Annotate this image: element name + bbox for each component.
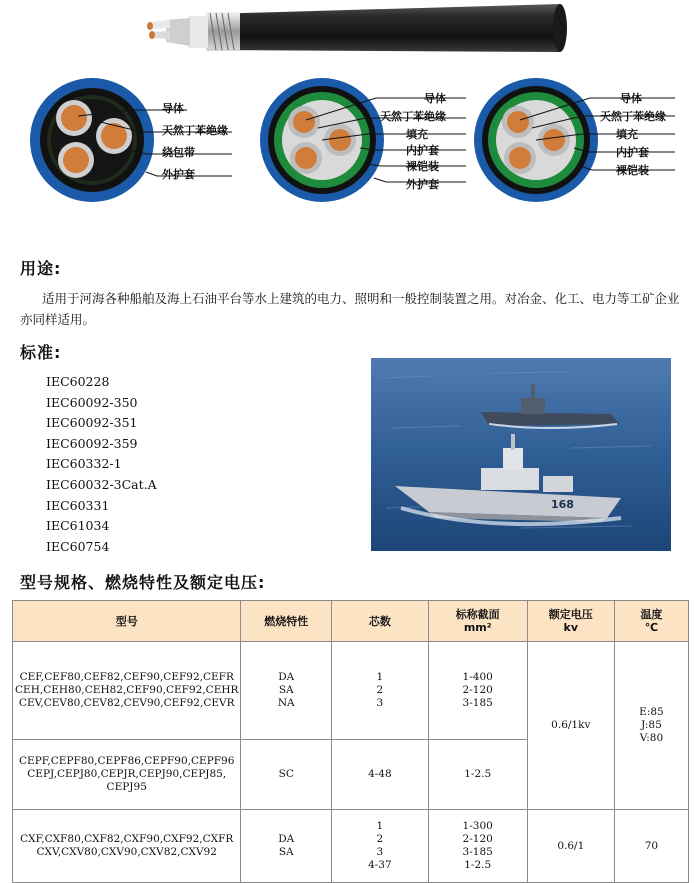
header-flame: 燃烧特性	[241, 601, 332, 642]
standard-item: IEC61034	[46, 518, 110, 534]
cross-section-label: 内护套	[406, 144, 439, 157]
cross-section-label: 导体	[620, 92, 642, 105]
cross-section-label: 天然丁苯绝缘	[600, 110, 666, 123]
flame-line: NA	[277, 697, 295, 709]
warship-photo	[371, 358, 671, 551]
cross-section-label: 裸铠装	[616, 164, 649, 177]
section-line: 1-400	[462, 671, 493, 683]
cross-section-label: 内护套	[616, 146, 649, 159]
cores-cell	[332, 810, 429, 883]
flame-line: SA	[278, 684, 294, 696]
temp-line: E:85	[639, 706, 664, 718]
section-cell: 1-2.5	[428, 740, 527, 810]
section-line: 1-2.5	[464, 859, 492, 871]
cross-section-3	[470, 76, 700, 206]
flame-cell	[241, 642, 332, 740]
section-line: 1-300	[462, 820, 493, 832]
model-line: CEV,CEV80,CEV82,CEV90,CEF92,CEVR	[18, 697, 235, 709]
standard-item: IEC60092-350	[46, 394, 138, 410]
cable-photo	[130, 2, 570, 64]
flame-cell	[241, 810, 332, 883]
section-cell	[428, 810, 527, 883]
cross-section-label: 外护套	[406, 178, 439, 191]
table-row	[13, 810, 689, 883]
cores-line: 1	[376, 671, 384, 683]
header-voltage-unit: kv	[563, 621, 579, 634]
spec-heading: 型号规格、燃烧特性及额定电压:	[20, 573, 266, 592]
model-line: CXV,CXV80,CXV90,CXV82,CXV92	[36, 846, 217, 858]
section-line: 3-185	[462, 846, 493, 858]
usage-text: 适用于河海各种船舶及海上石油平台等水上建筑的电力、照明和一般控制装置之用。对冶金、化工、电力等工矿企业亦同样适用。	[20, 291, 680, 327]
cross-section-label: 天然丁苯绝缘	[162, 124, 228, 137]
cores-line: 1	[376, 820, 384, 832]
voltage-cell: 0.6/1kv	[527, 642, 614, 810]
header-temp-label: 温度	[640, 608, 663, 621]
model-line: CEPJ,CEPJ80,CEPJR,CEPJ90,CEPJ85,	[27, 768, 227, 780]
cores-line: 3	[376, 846, 384, 858]
cross-section-label: 裸铠装	[406, 160, 439, 173]
header-voltage	[527, 601, 614, 642]
header-section-unit: mm²	[463, 621, 492, 634]
model-line: CEPF,CEPF80,CEPF86,CEPF90,CEPF96	[19, 755, 235, 767]
cores-cell	[332, 642, 429, 740]
cross-section-label: 导体	[424, 92, 446, 105]
flame-cell: SC	[241, 740, 332, 810]
standards-list	[46, 372, 157, 557]
temp-cell: 70	[614, 810, 688, 883]
standard-item: IEC60754	[46, 538, 110, 554]
table-header-row	[13, 601, 689, 642]
spec-table	[12, 600, 689, 883]
model-line: CEPJ95	[106, 781, 147, 793]
cores-cell: 4-48	[332, 740, 429, 810]
cross-section-label: 天然丁苯绝缘	[380, 110, 446, 123]
flame-line: DA	[278, 833, 295, 845]
cross-section-1	[22, 76, 252, 206]
cross-section-label: 填充	[616, 128, 638, 141]
table-row	[13, 642, 689, 740]
temp-line: J:85	[641, 719, 662, 731]
standard-item: IEC60092-359	[46, 435, 138, 451]
cores-line: 4-37	[368, 859, 392, 871]
cross-section-label: 填充	[406, 128, 428, 141]
header-model: 型号	[13, 601, 241, 642]
flame-line: DA	[278, 671, 295, 683]
cores-line: 2	[376, 833, 384, 845]
standard-item: IEC60032-3Cat.A	[46, 476, 157, 492]
model-line: CXF,CXF80,CXF82,CXF90,CXF92,CXFR	[20, 833, 234, 845]
cores-line: 2	[376, 684, 384, 696]
section-line: 2-120	[462, 833, 493, 845]
cores-line: 3	[376, 697, 384, 709]
model-line: CEH,CEH80,CEH82,CEF90,CEF92,CEHR	[15, 684, 239, 696]
temp-cell	[614, 642, 688, 810]
standards-heading: 标准:	[20, 343, 62, 362]
model-cell	[13, 642, 241, 740]
standard-item: IEC60332-1	[46, 456, 122, 472]
standard-item: IEC60228	[46, 374, 110, 389]
model-line: CEF,CEF80,CEF82,CEF90,CEF92,CEFR	[19, 671, 234, 683]
standard-item: IEC60092-351	[46, 415, 138, 431]
standard-item: IEC60331	[46, 497, 110, 513]
section-cell	[428, 642, 527, 740]
header-temp-unit: ℃	[644, 621, 659, 634]
header-section-label: 标称截面	[455, 608, 500, 621]
header-temp	[614, 601, 688, 642]
cross-section-label: 绕包带	[162, 146, 195, 159]
header-cores: 芯数	[332, 601, 429, 642]
section-line: 3-185	[462, 697, 493, 709]
temp-line: V:80	[639, 732, 664, 744]
voltage-cell: 0.6/1	[527, 810, 614, 883]
header-section	[428, 601, 527, 642]
hull-number: 168	[551, 498, 574, 511]
cross-section-label: 导体	[162, 102, 184, 115]
usage-heading: 用途:	[20, 259, 62, 278]
model-cell	[13, 810, 241, 883]
cross-section-label: 外护套	[162, 168, 195, 181]
cross-section-2	[256, 76, 486, 206]
model-cell	[13, 740, 241, 810]
section-line: 2-120	[462, 684, 493, 696]
flame-line: SA	[278, 846, 294, 858]
header-voltage-label: 额定电压	[548, 608, 593, 621]
